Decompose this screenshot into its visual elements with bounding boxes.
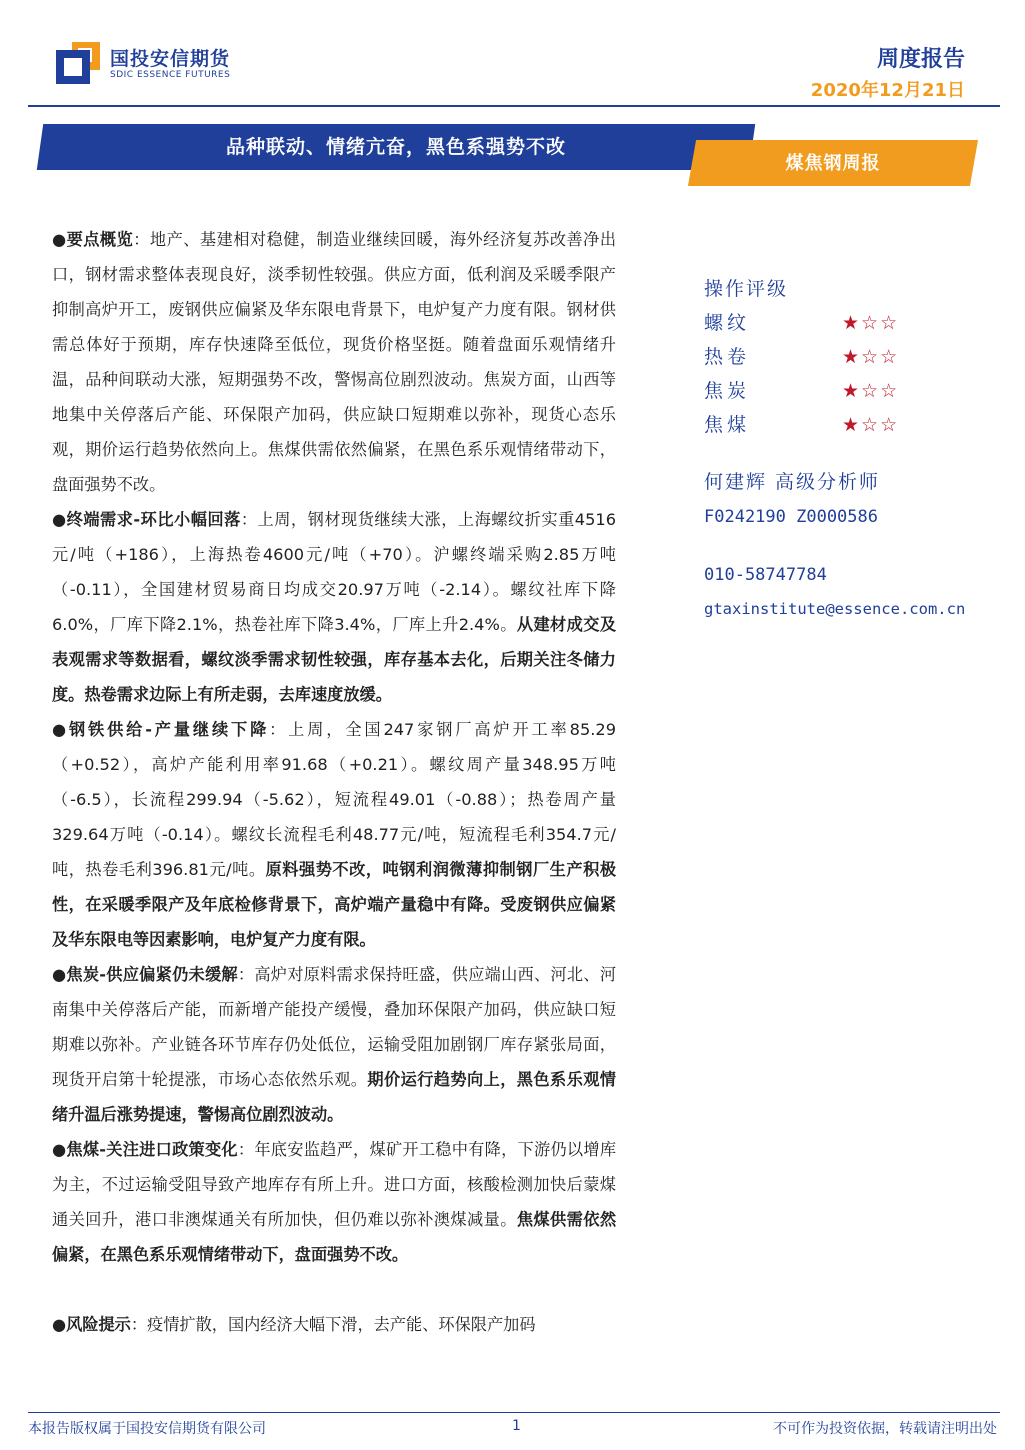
contact-phone: 010-58747784 bbox=[704, 565, 827, 585]
rating-row bbox=[704, 306, 1024, 340]
footer-copyright: 本报告版权属于国投安信期货有限公司 bbox=[28, 1421, 266, 1437]
report-body bbox=[52, 222, 616, 1342]
analyst-name: 何建辉 高级分析师 bbox=[704, 471, 881, 493]
rating-heading: 操作评级 bbox=[704, 278, 789, 300]
sidebar bbox=[704, 272, 1024, 626]
contact-email[interactable]: gtaxinstitute@essence.com.cn bbox=[704, 600, 966, 618]
section-lead: ●焦炭-供应偏紧仍未缓解 bbox=[52, 965, 238, 984]
section-coking-coal bbox=[52, 1132, 616, 1272]
section-text: ：疫情扩散，国内经济大幅下滑，去产能、环保限产加码 bbox=[130, 1315, 536, 1334]
logo-chinese-name: 国投安信期货 bbox=[110, 48, 231, 70]
star-rating-icon: ★☆☆ bbox=[842, 312, 900, 334]
rating-name: 热卷 bbox=[704, 346, 751, 368]
star-rating-icon: ★☆☆ bbox=[842, 346, 900, 368]
star-rating-icon: ★☆☆ bbox=[842, 414, 900, 436]
header-divider bbox=[28, 105, 1000, 107]
section-lead: ●要点概览 bbox=[52, 230, 134, 249]
section-lead: ●焦煤-关注进口政策变化 bbox=[52, 1140, 238, 1159]
logo-english-name: SDIC ESSENCE FUTURES bbox=[110, 70, 231, 80]
section-risk bbox=[52, 1307, 616, 1342]
star-rating-icon: ★☆☆ bbox=[842, 380, 900, 402]
section-text: ：年底安监趋严，煤矿开工稳中有降，下游仍以增库为主，不过运输受阻导致产地库存有所上升。进口方面，核酸检测加快后蒙煤通关回升，港口非澳煤通关有所加快，但仍难以弥补澳煤减量。 bbox=[52, 1140, 617, 1229]
rating-name: 焦炭 bbox=[704, 380, 751, 402]
section-demand bbox=[52, 502, 616, 712]
section-text: ：地产、基建相对稳健，制造业继续回暖，海外经济复苏改善净出口，钢材需求整体表现良好，淡季韧性较强。供应方面，低利润及采暖季限产抑制高炉开工，废钢供应偏紧及华东限电背景下，电炉复产力度有限。钢材供需总体好于预期，库存快速降至低位，现货价格坚挺。随着盘面乐观情绪升温，品种间联动大涨，短期强势不改，警惕高位剧烈波动。焦炭方面，山西等地集中关停落后产能、环保限产加码，供应缺口短期难以弥补，现货心态乐观，期价运行趋势依然向上。焦煤供需依然偏紧，在黑色系乐观情绪带动下，盘面强势不改。 bbox=[52, 230, 617, 494]
rating-name: 螺纹 bbox=[704, 312, 751, 334]
section-conclusion: 从建材成交及表观需求等数据看，螺纹淡季需求韧性较强，库存基本去化，后期关注冬储力度。热卷需求边际上有所走弱，去库速度放缓。 bbox=[52, 615, 617, 704]
analyst-certificates: F0242190 Z0000586 bbox=[704, 507, 878, 527]
report-subtitle: 煤焦钢周报 bbox=[785, 153, 881, 174]
rating-row bbox=[704, 340, 1024, 374]
report-type: 周度报告 bbox=[876, 47, 965, 72]
section-overview bbox=[52, 222, 616, 502]
section-conclusion: 期价运行趋势向上，黑色系乐观情绪升温后涨势提速，警惕高位剧烈波动。 bbox=[52, 1070, 616, 1124]
section-supply bbox=[52, 712, 616, 957]
rating-name: 焦煤 bbox=[704, 414, 751, 436]
section-coke bbox=[52, 957, 616, 1132]
section-text: ：上周，全国247家钢厂高炉开工率85.29（+0.52），高炉产能利用率91.68（+0.21）。螺纹周产量348.95万吨（-6.5），长流程299.94（-5.62），短流程49.01（-0.88）；热卷周产量329.64万吨（-0.14）。螺纹长流程毛利48.77元/吨，短流程毛利354.7元/吨，热卷毛利396.81元/吨。 bbox=[52, 720, 616, 879]
footer-divider bbox=[28, 1412, 1000, 1413]
section-conclusion: 焦煤供需依然偏紧，在黑色系乐观情绪带动下，盘面强势不改。 bbox=[52, 1210, 617, 1264]
rating-row bbox=[704, 408, 1024, 442]
logo-mark-icon bbox=[56, 42, 102, 84]
company-logo bbox=[56, 40, 246, 86]
footer-disclaimer: 不可作为投资依据，转载请注明出处 bbox=[773, 1421, 997, 1437]
section-lead: ●风险提示 bbox=[52, 1315, 131, 1334]
section-conclusion: 原料强势不改，吨钢利润微薄抑制钢厂生产积极性，在采暖季限产及年底检修背景下，高炉端产量稳中有降。受废钢供应偏紧及华东限电等因素影响，电炉复产力度有限。 bbox=[52, 860, 617, 949]
rating-row bbox=[704, 374, 1024, 408]
section-lead: ●终端需求-环比小幅回落 bbox=[52, 510, 241, 529]
report-title: 品种联动、情绪亢奋，黑色系强势不改 bbox=[225, 136, 566, 158]
section-lead: ●钢铁供给-产量继续下降 bbox=[52, 720, 270, 739]
report-date: 2020年12月21日 bbox=[810, 80, 965, 101]
page-number: 1 bbox=[512, 1418, 521, 1434]
section-text: ：高炉对原料需求保持旺盛，供应端山西、河北、河南集中关停落后产能，而新增产能投产缓慢，叠加环保限产加码，供应缺口短期难以弥补。产业链各环节库存仍处低位，运输受阻加剧钢厂库存紧张局面，现货开启第十轮提涨，市场心态依然乐观。 bbox=[52, 965, 617, 1089]
section-text: ：上周，钢材现货继续大涨，上海螺纹折实重4516元/吨（+186），上海热卷4600元/吨（+70）。沪螺终端采购2.85万吨（-0.11），全国建材贸易商日均成交20.97万吨（-2.14）。螺纹社库下降6.0%，厂库下降2.1%，热卷社库下降3.4%，厂库上升2.4%。 bbox=[52, 510, 616, 634]
